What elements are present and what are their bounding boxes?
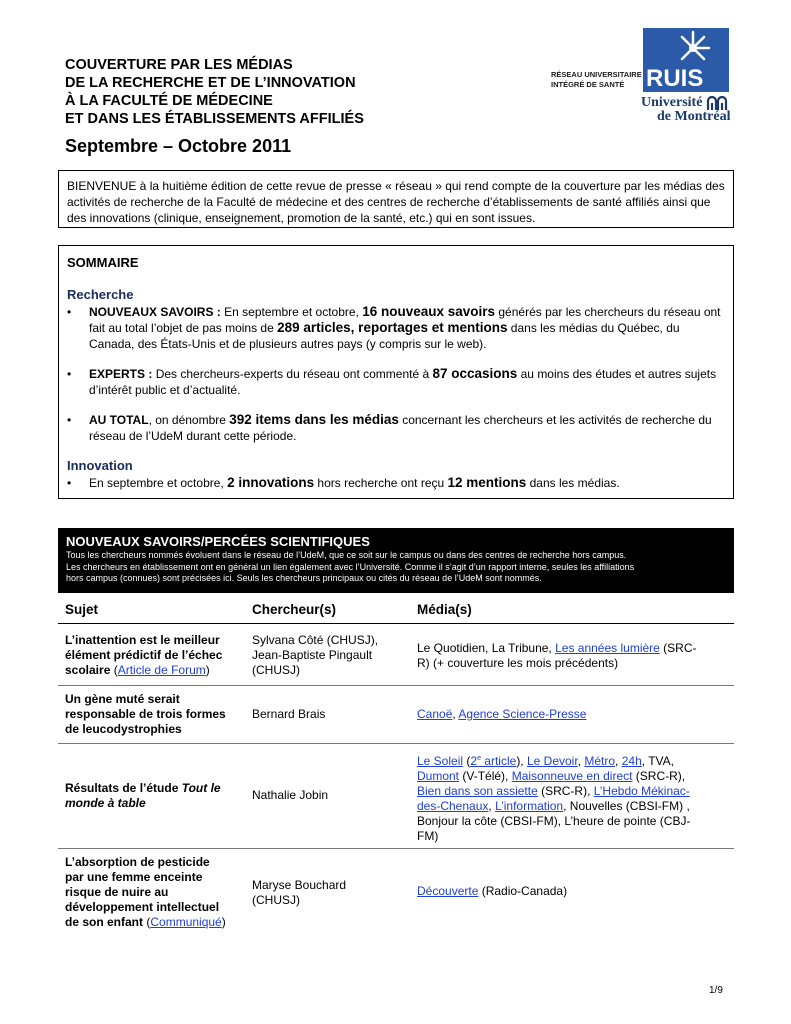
row4-sujet-line-4: développement intellectuel bbox=[65, 900, 220, 914]
nouveaux-label: NOUVEAUX SAVOIRS : bbox=[89, 305, 221, 319]
row4-sujet-line-2: par une femme enceinte bbox=[65, 870, 203, 884]
row3-sujet-text-a: Résultats de l’étude bbox=[65, 781, 182, 795]
row2-media-sep: , bbox=[452, 707, 459, 721]
second-article-label: article bbox=[480, 754, 517, 768]
nouveaux-count: 16 nouveaux savoirs bbox=[362, 304, 496, 319]
decouverte-link[interactable]: Découverte bbox=[417, 884, 479, 898]
hebdo-mekinac-link[interactable]: L’Hebdo Mékinac- bbox=[593, 784, 690, 798]
row3-line1-tail: , TVA, bbox=[641, 754, 674, 768]
row3-line-5: Bonjour la côte (CBSI-FM), L’heure de pointe (CBJ- bbox=[417, 814, 691, 828]
maisonneuve-link[interactable]: Maisonneuve en direct bbox=[511, 769, 633, 783]
row4-sujet-line-3: risque de nuire au bbox=[65, 885, 169, 899]
mentions-count: 12 mentions bbox=[447, 475, 527, 490]
experts-count: 87 occasions bbox=[432, 366, 518, 381]
experts-label: EXPERTS : bbox=[89, 367, 153, 381]
canoe-link[interactable]: Canoë bbox=[417, 707, 453, 721]
row3-sujet-title-a: Tout le bbox=[181, 781, 221, 795]
row3-line-6: FM) bbox=[417, 829, 439, 843]
experts-text-c: au moins des études et autres sujets d’intérêt public et d’actualité. bbox=[89, 367, 717, 397]
ruis-line-1: RÉSEAU UNIVERSITAIRE bbox=[551, 70, 642, 79]
total-count: 392 items dans les médias bbox=[229, 412, 399, 427]
recherche-heading: Recherche bbox=[67, 287, 134, 302]
row2-sujet-line-1: Un gène muté serait bbox=[65, 692, 180, 706]
row1-chercheurs bbox=[252, 633, 378, 678]
row3-line2-text-b: (SRC-R), bbox=[632, 769, 686, 783]
row3-chercheurs: Nathalie Jobin bbox=[252, 788, 329, 802]
articles-count: 289 articles, reportages et mentions bbox=[277, 320, 508, 335]
innovation-heading: Innovation bbox=[67, 458, 133, 473]
innovation-item bbox=[67, 475, 725, 491]
row-divider bbox=[58, 743, 734, 744]
experts-text-a: Des chercheurs-experts du réseau ont commenté à bbox=[152, 367, 433, 381]
report-title bbox=[65, 56, 364, 128]
bien-dans-son-assiette-link[interactable]: Bien dans son assiette bbox=[417, 784, 538, 798]
hebdo-mekinac-link-cont[interactable]: des-Chenaux bbox=[417, 799, 489, 813]
ruis-star-icon bbox=[643, 28, 729, 92]
le-devoir-link[interactable]: Le Devoir bbox=[526, 754, 578, 768]
title-line-1: COUVERTURE PAR LES MÉDIAS bbox=[65, 57, 293, 73]
total-text-c: concernant les chercheurs et les activités de recherche du réseau de l’UdeM durant cette période. bbox=[89, 413, 712, 443]
summary-box bbox=[58, 245, 734, 499]
row3-line2-text-a: (V-Télé), bbox=[459, 769, 512, 783]
welcome-text: BIENVENUE à la huitième édition de cette revue de presse « réseau » qui rend compte de la couverture par les médias des activités de recherche de la Faculté de médecine et des centres de recherche d’établissements de santé affiliés ainsi que des innovations (clinique, enseignement, promotion de la santé, etc.) qui en sont issues. bbox=[67, 179, 725, 225]
row4-chercheurs-line-2: (CHUSJ) bbox=[252, 893, 300, 907]
row1-sujet-line-2: élément prédictif de l’échec bbox=[65, 648, 223, 662]
nouveaux-text-c: générés par les chercheurs du réseau ont fait au total l’objet de pas moins de bbox=[89, 305, 721, 335]
row1-media-line-2: R) (+ couverture les mois précédents) bbox=[417, 656, 619, 670]
total-item bbox=[67, 412, 725, 444]
innov-text-c: hors recherche ont reçu bbox=[314, 476, 448, 490]
nouveaux-text-a: En septembre et octobre, bbox=[220, 305, 363, 319]
row4-medias bbox=[417, 884, 567, 899]
row1-chercheurs-line-1: Sylvana Côté (CHUSJ), bbox=[252, 633, 379, 647]
annees-lumiere-link[interactable]: Les années lumière bbox=[555, 641, 660, 655]
experts-item bbox=[67, 366, 725, 398]
col-header-medias: Média(s) bbox=[417, 602, 472, 617]
section-desc-line-3: hors campus (connues) sont précisées ici. Seuls les chercheurs principaux ou cités du réseau de l’UdeM sont nommés. bbox=[66, 573, 542, 583]
period-subtitle: Septembre – Octobre 2011 bbox=[65, 136, 292, 156]
agence-science-presse-link[interactable]: Agence Science-Presse bbox=[458, 707, 587, 721]
title-line-4: ET DANS LES ÉTABLISSEMENTS AFFILIÉS bbox=[65, 111, 364, 127]
ruis-line-2: INTÉGRÉ DE SANTÉ bbox=[551, 80, 625, 89]
innov-text-e: dans les médias. bbox=[526, 476, 620, 490]
dumont-link[interactable]: Dumont bbox=[417, 769, 460, 783]
nouveaux-text-e: dans les médias du Québec, du Canada, des États-Unis et de plusieurs autres pays (y compris sur le web). bbox=[89, 321, 680, 351]
l-information-link[interactable]: L’information bbox=[495, 799, 564, 813]
row3-medias: Le Soleil (2e article), Le Devoir, Métro, 24h, TVA, Dumont (V-Télé), Maisonneuve en direct (SRC-R), Bien dans son assiette (SRC-R), L’Hebdo Mékinac- des-Chenaux, L’information, Nouvelles (CBSI-FM) , Bonjour la côte (CBSI-FM), L’heure de pointe (CBJ- FM) bbox=[417, 751, 717, 844]
row1-chercheurs-line-2: Jean-Baptiste Pingault bbox=[252, 648, 373, 662]
second-article-sup: e bbox=[477, 755, 481, 762]
ruis-logo bbox=[643, 28, 729, 92]
title-line-3: À LA FACULTÉ DE MÉDECINE bbox=[65, 93, 273, 109]
bullet-icon: • bbox=[67, 413, 72, 427]
row2-sujet-line-2: responsable de trois formes bbox=[65, 707, 226, 721]
row4-sujet-line-1: L’absorption de pesticide bbox=[65, 855, 210, 869]
section-desc-line-2: Les chercheurs en établissement ont en général un lien également avec l’Université. Comme il s’agit d’un rapport interne, seules les affiliations bbox=[66, 561, 635, 572]
row1-sujet-line-1: L’inattention est le meilleur bbox=[65, 633, 220, 647]
row2-medias bbox=[417, 707, 586, 722]
innov-count: 2 innovations bbox=[227, 475, 315, 490]
row3-sujet bbox=[65, 781, 221, 811]
row-divider bbox=[58, 685, 734, 686]
udem-arches-icon bbox=[706, 94, 730, 110]
total-text-a: , on dénombre bbox=[148, 413, 230, 427]
row3-line3-text-a: (SRC-R), bbox=[537, 784, 594, 798]
row2-sujet-line-3: de leucodystrophies bbox=[65, 722, 182, 736]
nouveaux-savoirs-item bbox=[67, 304, 725, 352]
page-number: 1/9 bbox=[709, 985, 723, 996]
title-line-2: DE LA RECHERCHE ET DE L’INNOVATION bbox=[65, 75, 356, 91]
article-forum-link[interactable]: Article de Forum bbox=[117, 663, 206, 677]
ruis-logo-text: RUIS bbox=[646, 65, 704, 92]
row2-chercheurs: Bernard Brais bbox=[252, 707, 326, 721]
bullet-icon: • bbox=[67, 476, 72, 490]
row4-media-text-b: (Radio-Canada) bbox=[478, 884, 568, 898]
ruis-name bbox=[551, 70, 642, 90]
row3-line4-text-a: , bbox=[488, 799, 496, 813]
communique-link[interactable]: Communiqué bbox=[150, 915, 222, 929]
row1-medias bbox=[417, 641, 697, 671]
row4-chercheurs-line-1: Maryse Bouchard bbox=[252, 878, 347, 892]
row2-sujet bbox=[65, 692, 226, 737]
bullet-icon: • bbox=[67, 305, 72, 319]
row-divider bbox=[58, 848, 734, 849]
row1-media-text-a: Le Quotidien, La Tribune, bbox=[417, 641, 556, 655]
second-article-number: 2 bbox=[470, 754, 478, 768]
row1-sujet-line-3: scolaire bbox=[65, 663, 111, 677]
section-desc-line-1: Tous les chercheurs nommés évoluent dans le réseau de l’UdeM, que ce soit sur le campus ou dans des centres de recherche hors campus. bbox=[66, 550, 627, 560]
second-article-link[interactable] bbox=[470, 754, 516, 768]
24h-link[interactable]: 24h bbox=[621, 754, 642, 768]
row1-chercheurs-line-3: (CHUSJ) bbox=[252, 663, 300, 677]
row4-sujet: L’absorption de pesticide par une femme enceinte risque de nuire au développement intellectuel de son enfant (Communiqué) bbox=[65, 855, 226, 929]
metro-link[interactable]: Métro bbox=[584, 754, 616, 768]
innov-text-a: En septembre et octobre, bbox=[89, 476, 228, 490]
total-label: AU TOTAL bbox=[89, 413, 149, 427]
section-title: NOUVEAUX SAVOIRS/PERCÉES SCIENTIFIQUES bbox=[66, 534, 370, 549]
row1-sujet: L’inattention est le meilleur élément prédictif de l’échec scolaire (Article de Forum) bbox=[65, 633, 223, 677]
udem-line-2: de Montréal bbox=[657, 109, 731, 124]
row1-media-text-b: (SRC- bbox=[659, 641, 697, 655]
col-header-chercheurs: Chercheur(s) bbox=[252, 602, 337, 617]
row4-chercheurs bbox=[252, 878, 346, 908]
udem-line-1: Université bbox=[641, 95, 703, 110]
le-soleil-link[interactable]: Le Soleil bbox=[417, 754, 464, 768]
table-header-rule bbox=[58, 623, 734, 624]
welcome-box bbox=[58, 170, 734, 228]
row3-line4-text-b: , Nouvelles (CBSI-FM) , bbox=[563, 799, 690, 813]
row4-sujet-line-5: de son enfant bbox=[65, 915, 144, 929]
bullet-icon: • bbox=[67, 367, 72, 381]
col-header-sujet: Sujet bbox=[65, 602, 99, 617]
row3-sujet-title-b: monde à table bbox=[65, 796, 146, 810]
summary-title: SOMMAIRE bbox=[67, 255, 139, 270]
section-banner bbox=[58, 528, 734, 593]
